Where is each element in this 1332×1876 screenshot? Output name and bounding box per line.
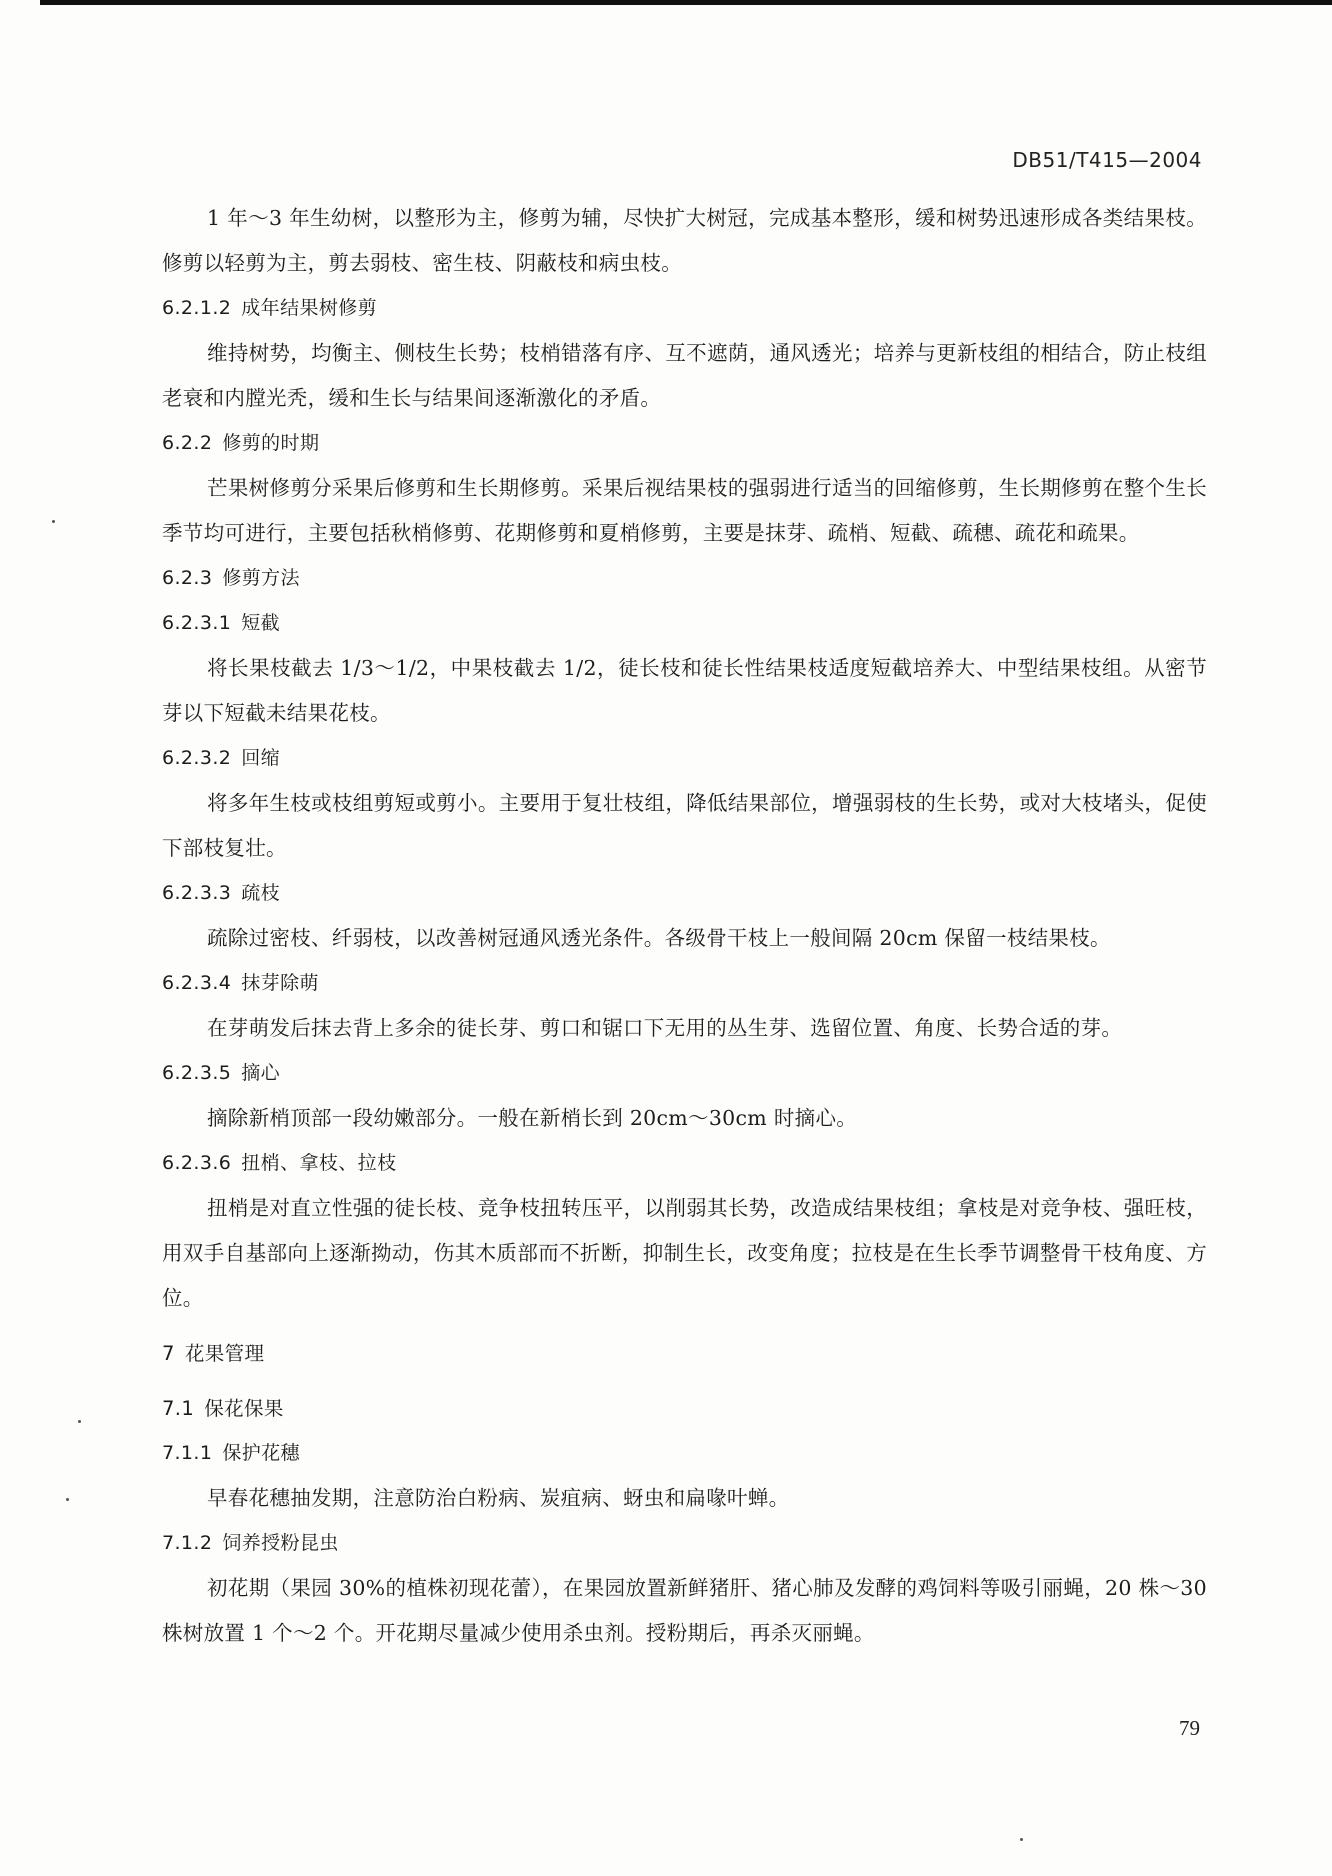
section-number: 7.1.2 bbox=[162, 1532, 213, 1554]
page-number: 79 bbox=[1179, 1716, 1200, 1740]
section-heading bbox=[162, 871, 1207, 916]
chapter-heading bbox=[162, 1331, 1207, 1376]
section-number: 6.2.3.2 bbox=[162, 747, 232, 769]
section-heading bbox=[162, 601, 1207, 646]
paragraph: 摘除新梢顶部一段幼嫩部分。一般在新梢长到 20cm～30cm 时摘心。 bbox=[207, 1106, 858, 1130]
section-heading bbox=[162, 421, 1207, 466]
section-number: 6.2.3.6 bbox=[162, 1152, 232, 1174]
chapter-number: 7 bbox=[162, 1342, 175, 1365]
section-title: 回缩 bbox=[241, 747, 281, 769]
section-title: 扭梢、拿枝、拉枝 bbox=[241, 1152, 397, 1174]
section-number: 6.2.3.3 bbox=[162, 882, 232, 904]
section-number: 6.2.3.5 bbox=[162, 1062, 232, 1084]
chapter-title: 花果管理 bbox=[184, 1342, 265, 1365]
section-number: 6.2.3.1 bbox=[162, 612, 232, 634]
section-number: 6.2.3.4 bbox=[162, 972, 232, 994]
section-heading bbox=[162, 1141, 1207, 1186]
section-title: 短截 bbox=[241, 612, 281, 634]
section-title: 抹芽除萌 bbox=[241, 972, 319, 994]
paragraph: 将多年生枝或枝组剪短或剪小。主要用于复壮枝组，降低结果部位，增强弱枝的生长势，或对大枝堵头，促使下部枝复壮。 bbox=[162, 791, 1207, 860]
section-title: 保护花穗 bbox=[222, 1442, 300, 1464]
section-heading bbox=[162, 556, 1207, 601]
section-title: 成年结果树修剪 bbox=[241, 297, 378, 319]
document-body bbox=[162, 196, 1207, 1656]
section-title: 疏枝 bbox=[241, 882, 281, 904]
section-title: 摘心 bbox=[241, 1062, 281, 1084]
section-heading bbox=[162, 736, 1207, 781]
section-number: 6.2.2 bbox=[162, 432, 213, 454]
paragraph: 初花期（果园 30%的植株初现花蕾），在果园放置新鲜猪肝、猪心肺及发酵的鸡饲料等吸引丽蝇，20 株～30 株树放置 1 个～2 个。开花期尽量减少使用杀虫剂。授粉期后，再杀灭丽蝇。 bbox=[162, 1576, 1207, 1645]
section-number: 6.2.3 bbox=[162, 567, 213, 589]
section-number: 6.2.1.2 bbox=[162, 297, 232, 319]
section-heading bbox=[162, 1521, 1207, 1566]
section-title: 修剪的时期 bbox=[222, 432, 320, 454]
paragraph: 1 年～3 年生幼树，以整形为主，修剪为辅，尽快扩大树冠，完成基本整形，缓和树势迅速形成各类结果枝。修剪以轻剪为主，剪去弱枝、密生枝、阴蔽枝和病虫枝。 bbox=[162, 206, 1207, 275]
section-heading bbox=[162, 1431, 1207, 1476]
paragraph: 在芽萌发后抹去背上多余的徒长芽、剪口和锯口下无用的丛生芽、选留位置、角度、长势合适的芽。 bbox=[207, 1016, 1123, 1040]
subchapter-number: 7.1 bbox=[162, 1397, 195, 1420]
subchapter-title: 保花保果 bbox=[204, 1397, 284, 1420]
paragraph: 疏除过密枝、纤弱枝，以改善树冠通风透光条件。各级骨干枝上一般间隔 20cm 保留一枝结果枝。 bbox=[207, 926, 1111, 950]
scan-speck bbox=[78, 1420, 81, 1423]
section-number: 7.1.1 bbox=[162, 1442, 213, 1464]
section-title: 修剪方法 bbox=[222, 567, 300, 589]
paragraph: 早春花穗抽发期，注意防治白粉病、炭疽病、蚜虫和扁喙叶蝉。 bbox=[207, 1486, 790, 1510]
section-heading bbox=[162, 286, 1207, 331]
section-title: 饲养授粉昆虫 bbox=[222, 1532, 339, 1554]
document-code: DB51/T415—2004 bbox=[1012, 148, 1202, 172]
top-border-rule bbox=[40, 0, 1332, 5]
scan-speck bbox=[66, 1498, 69, 1501]
paragraph: 芒果树修剪分采果后修剪和生长期修剪。采果后视结果枝的强弱进行适当的回缩修剪，生长期修剪在整个生长季节均可进行，主要包括秋梢修剪、花期修剪和夏梢修剪，主要是抹芽、疏梢、短截、疏穗、疏花和疏果。 bbox=[162, 476, 1207, 545]
scan-speck bbox=[1020, 1838, 1023, 1841]
section-heading bbox=[162, 1051, 1207, 1096]
section-heading bbox=[162, 961, 1207, 1006]
scan-speck bbox=[52, 520, 55, 523]
paragraph: 将长果枝截去 1/3～1/2，中果枝截去 1/2，徒长枝和徒长性结果枝适度短截培养大、中型结果枝组。从密节芽以下短截未结果花枝。 bbox=[162, 656, 1207, 725]
paragraph: 维持树势，均衡主、侧枝生长势；枝梢错落有序、互不遮荫，通风透光；培养与更新枝组的相结合，防止枝组老衰和内膛光秃，缓和生长与结果间逐渐激化的矛盾。 bbox=[162, 341, 1207, 410]
subchapter-heading bbox=[162, 1386, 1207, 1431]
paragraph: 扭梢是对直立性强的徒长枝、竞争枝扭转压平，以削弱其长势，改造成结果枝组；拿枝是对竞争枝、强旺枝，用双手自基部向上逐渐拗动，伤其木质部而不折断，抑制生长，改变角度；拉枝是在生长季节调整骨干枝角度、方位。 bbox=[162, 1196, 1207, 1310]
